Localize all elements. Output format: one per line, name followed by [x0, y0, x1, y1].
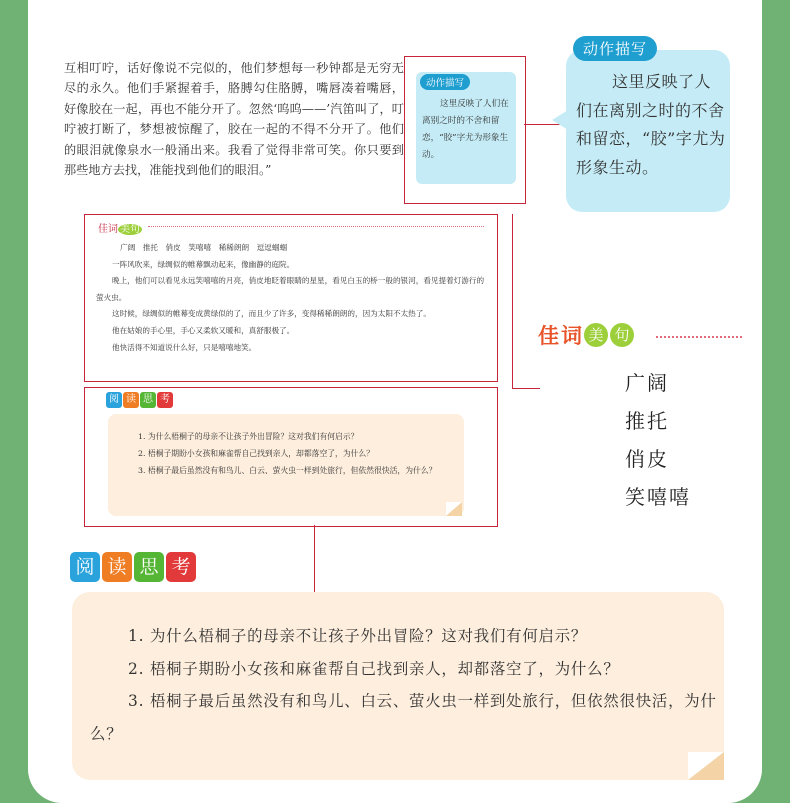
- good-words-small-title-b: 美句: [120, 224, 140, 235]
- reading-big-title: [70, 552, 196, 582]
- title-char: 阅: [106, 392, 122, 408]
- action-note-big-tag: 动作描写: [573, 36, 657, 61]
- reading-small-title: [106, 392, 173, 408]
- good-sentence: 一阵风吹来，绿绸似的帷幕飘动起来，像幽静的庭院。: [112, 259, 295, 269]
- connector-line: [314, 525, 315, 595]
- title-char: 句: [610, 323, 634, 347]
- good-words-big-title: [538, 320, 634, 350]
- good-sentence: 晚上，他们可以看见永远笑嘻嘻的月亮，俏皮地眨着眼睛的星星，看见白玉的桥一般的银河，看见提着灯游行的萤火虫。: [96, 276, 485, 302]
- question-item: 1. 为什么梧桐子的母亲不让孩子外出冒险？这对我们有何启示？: [138, 432, 359, 441]
- connector-line: [512, 214, 513, 388]
- good-words-small-words: 广阔 推托 俏皮 笑嘻嘻 稀稀朗朗 逗逗蝈蝈: [120, 243, 288, 252]
- word-item: 推托: [625, 409, 669, 433]
- word-item: 广阔: [625, 371, 669, 395]
- good-sentence: 他快活得不知道说什么好，只是嘻嘻地笑。: [112, 342, 257, 352]
- word-item: 笑嘻嘻: [625, 485, 691, 509]
- question-item: 2. 梧桐子期盼小女孩和麻雀帮自己找到亲人，却都落空了，为什么？: [138, 449, 375, 458]
- dotted-divider: [148, 226, 484, 227]
- good-sentence: 他在姑娘的手心里，手心又柔软又暖和，真舒服极了。: [112, 325, 295, 335]
- good-words-small-title: [98, 220, 142, 235]
- title-char: 读: [123, 392, 139, 408]
- title-char: 美: [584, 323, 608, 347]
- title-char: 读: [102, 552, 132, 582]
- good-words-small-title-a: 佳词: [98, 224, 118, 235]
- word-item: 俏皮: [625, 447, 669, 471]
- good-sentence: 这时候，绿绸似的帷幕变成黄绿似的了，而且少了许多，变得稀稀朗朗的，因为太阳不太热了。: [112, 309, 431, 319]
- good-words-small-content: [96, 240, 488, 356]
- dotted-divider: [656, 336, 742, 338]
- action-note-big-text: 这里反映了人们在离别之时的不舍和留恋，“胶”字尤为形象生动。: [576, 72, 726, 177]
- reading-big-questions: [90, 620, 720, 750]
- good-words-big-list: [625, 364, 691, 516]
- title-char: 词: [561, 323, 582, 348]
- title-char: 考: [166, 552, 196, 582]
- action-note-small-tag: 动作描写: [420, 74, 470, 90]
- title-char: 思: [140, 392, 156, 408]
- question-item: 1. 为什么梧桐子的母亲不让孩子外出冒险？这对我们有何启示？: [128, 627, 588, 645]
- question-item: 3. 梧桐子最后虽然没有和鸟儿、白云、萤火虫一样到处旅行，但依然很快活，为什么？: [90, 692, 717, 743]
- question-item: 3. 梧桐子最后虽然没有和鸟儿、白云、萤火虫一样到处旅行，但依然很快活，为什么？: [138, 466, 437, 475]
- question-item: 2. 梧桐子期盼小女孩和麻雀帮自己找到亲人，却都落空了，为什么？: [128, 659, 620, 678]
- connector-line: [512, 388, 540, 389]
- action-note-small-text: 这里反映了人们在离别之时的不舍和留恋，“胶”字尤为形象生动。: [422, 99, 509, 160]
- title-char: 阅: [70, 552, 100, 582]
- story-paragraph: 互相叮咛，话好像说不完似的，他们梦想每一秒钟都是无穷无尽的永久。他们手紧握着手，胳膊勾住胳膊，嘴唇凑着嘴唇，好像胶在一起，再也不能分开了。忽然‘呜呜——’汽笛叫了，叮咛被打断了，梦想被惊醒了，胶在一起的不得不分开了。他们的眼泪就像泉水一般涌出来。我看了觉得非常可笑。你只要到那些地方去找，准能找到他们的眼泪。”: [64, 61, 404, 178]
- page-curl: [446, 502, 462, 516]
- title-char: 佳: [538, 323, 559, 348]
- title-char: 思: [134, 552, 164, 582]
- reading-small-questions: [116, 428, 456, 479]
- title-char: 考: [157, 392, 173, 408]
- page-curl: [688, 752, 724, 780]
